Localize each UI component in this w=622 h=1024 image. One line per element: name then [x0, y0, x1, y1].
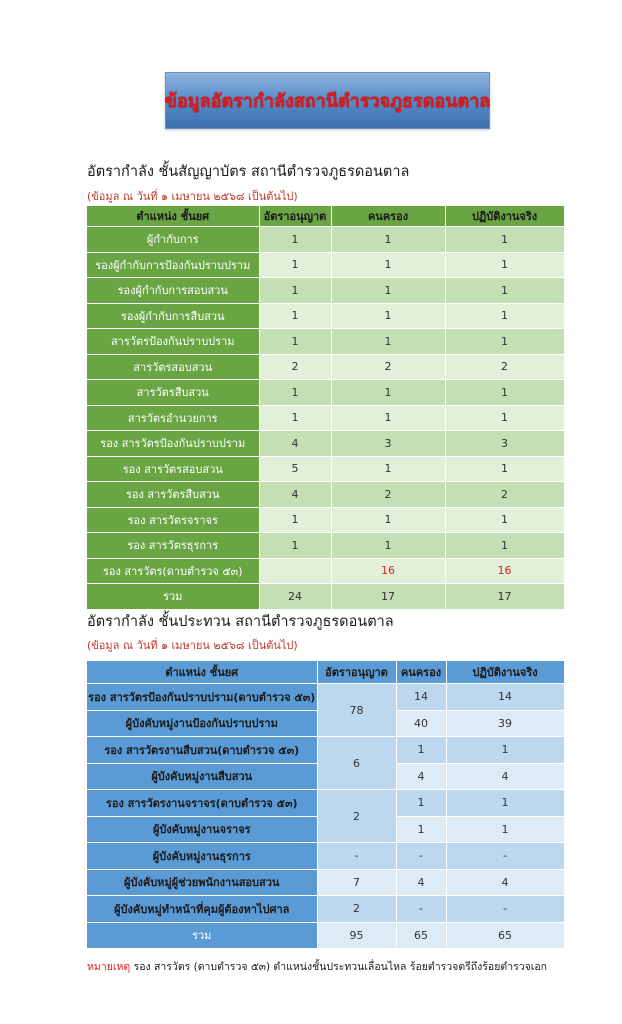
table-row	[87, 405, 564, 431]
position-cell: รองผู้กำกับการสอบสวน	[87, 278, 259, 304]
authorized-cell: 1	[259, 405, 331, 431]
header-position: ตำแหน่ง ชั้นยศ	[87, 206, 259, 227]
actual-cell: 1	[445, 507, 564, 533]
total-actual: 65	[446, 922, 564, 948]
occupied-cell: 40	[396, 710, 446, 737]
position-cell: สารวัตรป้องกันปราบปราม	[87, 329, 259, 355]
table-row	[87, 790, 564, 817]
table-row	[87, 252, 564, 278]
title-banner	[165, 72, 490, 129]
header-authorized: อัตราอนุญาต	[259, 206, 331, 227]
position-cell: รอง สารวัตรป้องกันปราบปราม(ดาบตำรวจ ๕๓)	[87, 684, 317, 711]
authorized-cell: -	[317, 843, 396, 870]
total-row	[87, 922, 564, 948]
actual-cell: 1	[445, 329, 564, 355]
banner-title: ข้อมูลอัตรากำลังสถานีตำรวจภูธรดอนตาล	[164, 91, 491, 112]
actual-cell: 2	[445, 482, 564, 508]
actual-cell: -	[446, 843, 564, 870]
position-cell: ผู้บังคับหมู่ทำหน้าที่คุมผู้ต้องหาไปศาล	[87, 896, 317, 923]
header-actual: ปฏิบัติงานจริง	[445, 206, 564, 227]
section2-subtitle: (ข้อมูล ณ วันที่ ๑ เมษายน ๒๕๖๘ เป็นต้นไป)	[87, 639, 298, 652]
actual-cell: 3	[445, 431, 564, 457]
actual-cell: 1	[446, 737, 564, 764]
authorized-cell: 78	[317, 684, 396, 737]
total-label: รวม	[87, 922, 317, 948]
position-cell: รองผู้กำกับการป้องกันปราบปราม	[87, 252, 259, 278]
actual-cell: 1	[445, 278, 564, 304]
occupied-cell: 4	[396, 869, 446, 896]
table-row	[87, 684, 564, 711]
section2-title: อัตรากำลัง ชั้นประทวน สถานีตำรวจภูธรดอนตาล	[87, 614, 394, 630]
authorized-cell: 5	[259, 456, 331, 482]
authorized-cell: 4	[259, 482, 331, 508]
occupied-cell: 16	[331, 558, 445, 584]
actual-cell: 2	[445, 354, 564, 380]
non-commissioned-officers-table	[87, 661, 565, 948]
total-occupied: 17	[331, 584, 445, 609]
header-occupied: คนครอง	[396, 661, 446, 684]
table-row	[87, 533, 564, 559]
occupied-cell: 1	[331, 252, 445, 278]
occupied-cell: 2	[331, 482, 445, 508]
occupied-cell: 14	[396, 684, 446, 711]
position-cell: รอง สารวัตร(ดาบตำรวจ ๕๓)	[87, 558, 259, 584]
position-cell: ผู้บังคับหมู่ผู้ช่วยพนักงานสอบสวน	[87, 869, 317, 896]
authorized-cell: 1	[259, 533, 331, 559]
occupied-cell: 1	[396, 737, 446, 764]
table-row	[87, 896, 564, 923]
authorized-cell: 1	[259, 303, 331, 329]
total-authorized: 24	[259, 584, 331, 609]
footnote-text: รอง สารวัตร (ดาบตำรวจ ๕๓) ตำแหน่งชั้นประทวนเลื่อนไหล ร้อยตำรวจตรีถึงร้อยตำรวจเอก	[130, 961, 548, 973]
position-cell: ผู้กำกับการ	[87, 227, 259, 253]
table-row	[87, 737, 564, 764]
table-row	[87, 303, 564, 329]
actual-cell: 1	[445, 227, 564, 253]
occupied-cell: 1	[331, 227, 445, 253]
table-row	[87, 456, 564, 482]
occupied-cell: 1	[331, 533, 445, 559]
position-cell: ผู้บังคับหมู่งานสืบสวน	[87, 763, 317, 790]
actual-cell: 1	[445, 456, 564, 482]
table-row	[87, 431, 564, 457]
position-cell: สารวัตรสอบสวน	[87, 354, 259, 380]
occupied-cell: 1	[331, 405, 445, 431]
table-row	[87, 482, 564, 508]
table-row	[87, 843, 564, 870]
position-cell: สารวัตรสืบสวน	[87, 380, 259, 406]
total-authorized: 95	[317, 922, 396, 948]
actual-cell: 4	[446, 869, 564, 896]
position-cell: รองผู้กำกับการสืบสวน	[87, 303, 259, 329]
commissioned-officers-table	[87, 206, 565, 609]
occupied-cell: 1	[396, 790, 446, 817]
actual-cell: -	[446, 896, 564, 923]
position-cell: รอง สารวัตรธุรการ	[87, 533, 259, 559]
actual-cell: 39	[446, 710, 564, 737]
occupied-cell: 1	[331, 329, 445, 355]
table-row	[87, 329, 564, 355]
authorized-cell: 1	[259, 252, 331, 278]
authorized-cell: 2	[317, 790, 396, 843]
header-actual: ปฏิบัติงานจริง	[446, 661, 564, 684]
occupied-cell: -	[396, 843, 446, 870]
occupied-cell: 2	[331, 354, 445, 380]
authorized-cell: 1	[259, 507, 331, 533]
position-cell: ผู้บังคับหมู่งานธุรการ	[87, 843, 317, 870]
occupied-cell: 1	[331, 456, 445, 482]
occupied-cell: 1	[331, 303, 445, 329]
total-occupied: 65	[396, 922, 446, 948]
footnote	[87, 958, 547, 975]
occupied-cell: 1	[396, 816, 446, 843]
header-position: ตำแหน่ง ชั้นยศ	[87, 661, 317, 684]
section1-title: อัตรากำลัง ชั้นสัญญาบัตร สถานีตำรวจภูธรดอนตาล	[87, 164, 410, 180]
actual-cell: 1	[445, 405, 564, 431]
header-authorized: อัตราอนุญาต	[317, 661, 396, 684]
actual-cell: 1	[445, 252, 564, 278]
total-row	[87, 584, 564, 609]
authorized-cell: 1	[259, 278, 331, 304]
occupied-cell: 1	[331, 507, 445, 533]
footnote-label: หมายเหตุ	[87, 961, 131, 973]
authorized-cell	[259, 558, 331, 584]
table-header-row	[87, 661, 564, 684]
header-occupied: คนครอง	[331, 206, 445, 227]
actual-cell: 1	[446, 790, 564, 817]
actual-cell: 1	[445, 380, 564, 406]
position-cell: รอง สารวัตรงานสืบสวน(ดาบตำรวจ ๕๓)	[87, 737, 317, 764]
authorized-cell: 2	[259, 354, 331, 380]
occupied-cell: 3	[331, 431, 445, 457]
table-row	[87, 227, 564, 253]
occupied-cell: -	[396, 896, 446, 923]
table-row	[87, 507, 564, 533]
position-cell: รอง สารวัตรสืบสวน	[87, 482, 259, 508]
position-cell: รอง สารวัตรจราจร	[87, 507, 259, 533]
table-row	[87, 278, 564, 304]
authorized-cell: 1	[259, 227, 331, 253]
table-row	[87, 380, 564, 406]
table-header-row	[87, 206, 564, 227]
authorized-cell: 7	[317, 869, 396, 896]
section1-subtitle: (ข้อมูล ณ วันที่ ๑ เมษายน ๒๕๖๘ เป็นต้นไป)	[87, 190, 298, 203]
total-actual: 17	[445, 584, 564, 609]
authorized-cell: 4	[259, 431, 331, 457]
table-row	[87, 354, 564, 380]
authorized-cell: 2	[317, 896, 396, 923]
occupied-cell: 1	[331, 380, 445, 406]
authorized-cell: 6	[317, 737, 396, 790]
authorized-cell: 1	[259, 329, 331, 355]
position-cell: รอง สารวัตรสอบสวน	[87, 456, 259, 482]
position-cell: สารวัตรอำนวยการ	[87, 405, 259, 431]
actual-cell: 14	[446, 684, 564, 711]
position-cell: ผู้บังคับหมู่งานจราจร	[87, 816, 317, 843]
total-label: รวม	[87, 584, 259, 609]
occupied-cell: 1	[331, 278, 445, 304]
actual-cell: 1	[445, 533, 564, 559]
actual-cell: 1	[446, 816, 564, 843]
position-cell: รอง สารวัตรงานจราจร(ดาบตำรวจ ๕๓)	[87, 790, 317, 817]
authorized-cell: 1	[259, 380, 331, 406]
actual-cell: 1	[445, 303, 564, 329]
position-cell: ผู้บังคับหมู่งานป้องกันปราบปราม	[87, 710, 317, 737]
actual-cell: 16	[445, 558, 564, 584]
position-cell: รอง สารวัตรป้องกันปราบปราม	[87, 431, 259, 457]
table-row	[87, 869, 564, 896]
actual-cell: 4	[446, 763, 564, 790]
table-row	[87, 558, 564, 584]
occupied-cell: 4	[396, 763, 446, 790]
